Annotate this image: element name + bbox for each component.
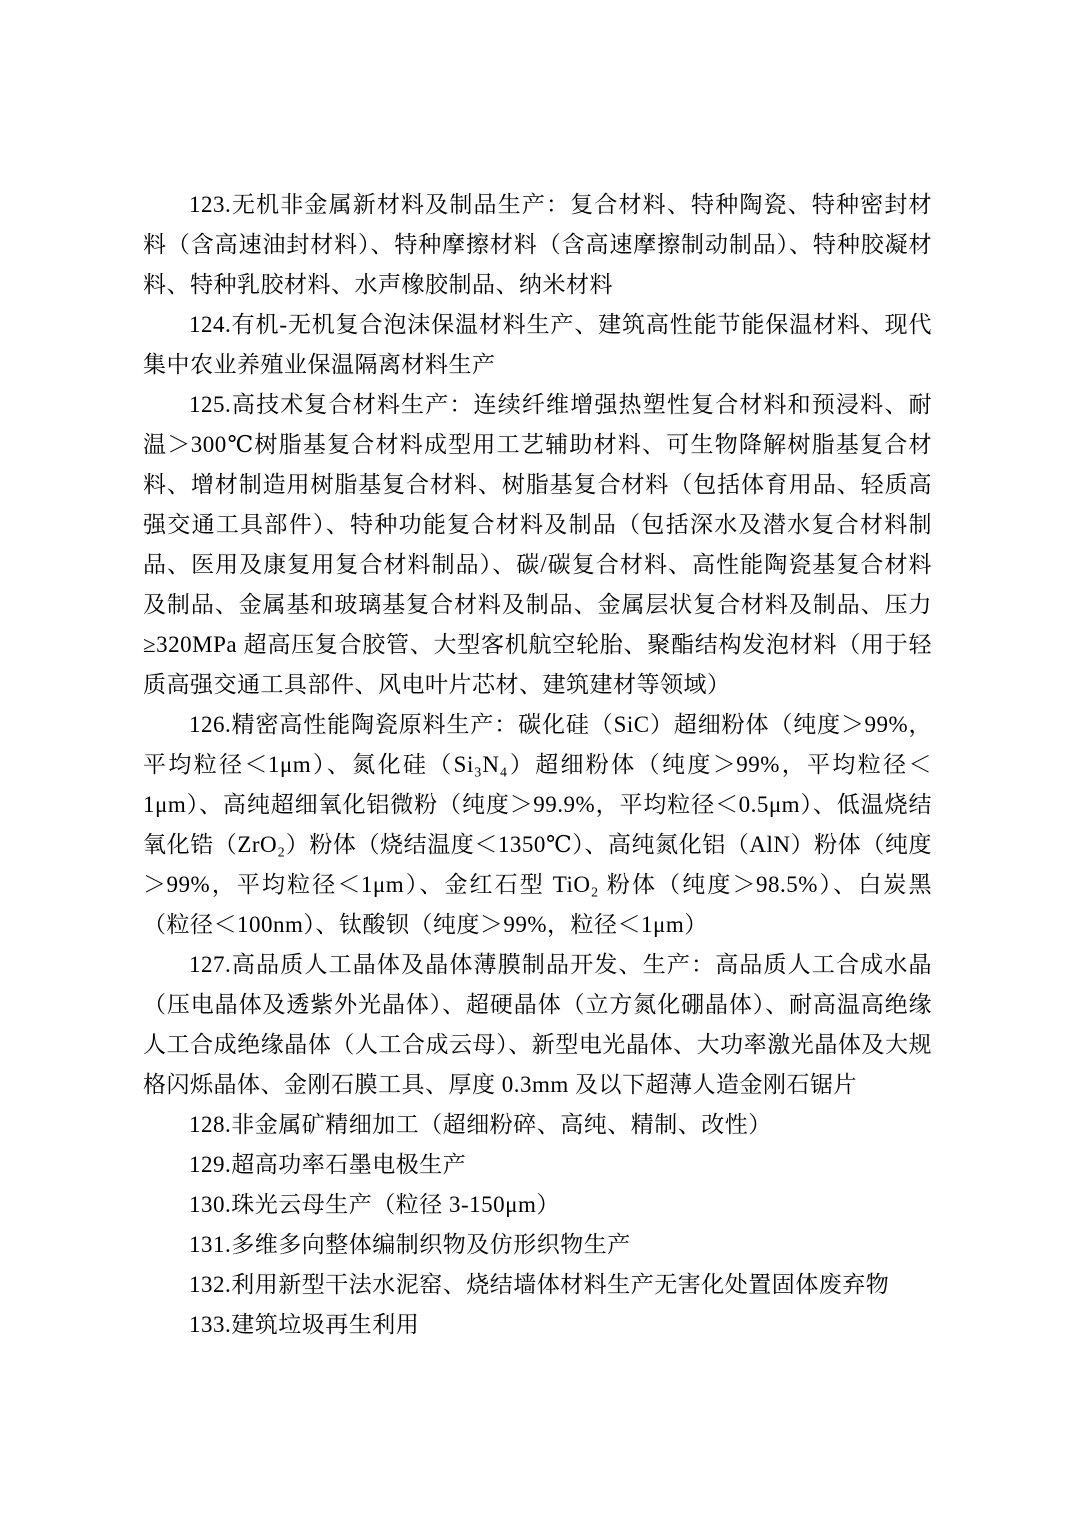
catalog-item-132: 132.利用新型干法水泥窑、烧结墙体材料生产无害化处置固体废弃物 <box>189 1272 890 1297</box>
catalog-item-131: 131.多维多向整体编制织物及仿形织物生产 <box>189 1232 631 1257</box>
catalog-item-127: 127.高品质人工晶体及晶体薄膜制品开发、生产：高品质人工合成水晶（压电晶体及透紫外光晶体）、超硬晶体（立方氮化硼晶体）、耐高温高绝缘人工合成绝缘晶体（人工合成云母）、新型电光晶体、大功率激光晶体及大规格闪烁晶体、金刚石膜工具、厚度 0.3mm 及以下超薄人造金刚石锯片 <box>143 952 932 1097</box>
catalog-item-133: 133.建筑垃圾再生利用 <box>189 1312 420 1337</box>
catalog-item-124: 124.有机-无机复合泡沫保温材料生产、建筑高性能节能保温材料、现代集中农业养殖业保温隔离材料生产 <box>143 312 932 377</box>
catalog-item-123: 123.无机非金属新材料及制品生产：复合材料、特种陶瓷、特种密封材料（含高速油封材料）、特种摩擦材料（含高速摩擦制动制品）、特种胶凝材料、特种乳胶材料、水声橡胶制品、纳米材料 <box>143 192 932 297</box>
catalog-item-128: 128.非金属矿精细加工（超细粉碎、高纯、精制、改性） <box>189 1112 772 1137</box>
catalog-item-125: 125.高技术复合材料生产：连续纤维增强热塑性复合材料和预浸料、耐温＞300℃树脂基复合材料成型用工艺辅助材料、可生物降解树脂基复合材料、增材制造用树脂基复合材料、树脂基复合材料（包括体育用品、轻质高强交通工具部件）、特种功能复合材料及制品（包括深水及潜水复合材料制品、医用及康复用复合材料制品）、碳/碳复合材料、高性能陶瓷基复合材料及制品、金属基和玻璃基复合材料及制品、金属层状复合材料及制品、压力≥320MPa 超高压复合胶管、大型客机航空轮胎、聚酯结构发泡材料（用于轻质高强交通工具部件、风电叶片芯材、建筑建材等领域） <box>143 392 932 697</box>
catalog-item-129: 129.超高功率石墨电极生产 <box>189 1152 467 1177</box>
catalog-item-126: 126.精密高性能陶瓷原料生产：碳化硅（SiC）超细粉体（纯度＞99%，平均粒径＜1μm）、氮化硅（Si₃N₄）超细粉体（纯度＞99%，平均粒径＜1μm）、高纯超细氧化铝微粉（纯度＞99.9%，平均粒径＜0.5μm）、低温烧结氧化锆（ZrO₂）粉体（烧结温度＜1350℃）、高纯氮化铝（AlN）粉体（纯度＞99%，平均粒径＜1μm）、金红石型 TiO₂ 粉体（纯度＞98.5%）、白炭黑（粒径＜100nm）、钛酸钡（纯度＞99%，粒径＜1μm） <box>143 712 932 937</box>
catalog-item-130: 130.珠光云母生产（粒径 3-150μm） <box>189 1192 560 1217</box>
catalog-item-list <box>143 185 932 1345</box>
